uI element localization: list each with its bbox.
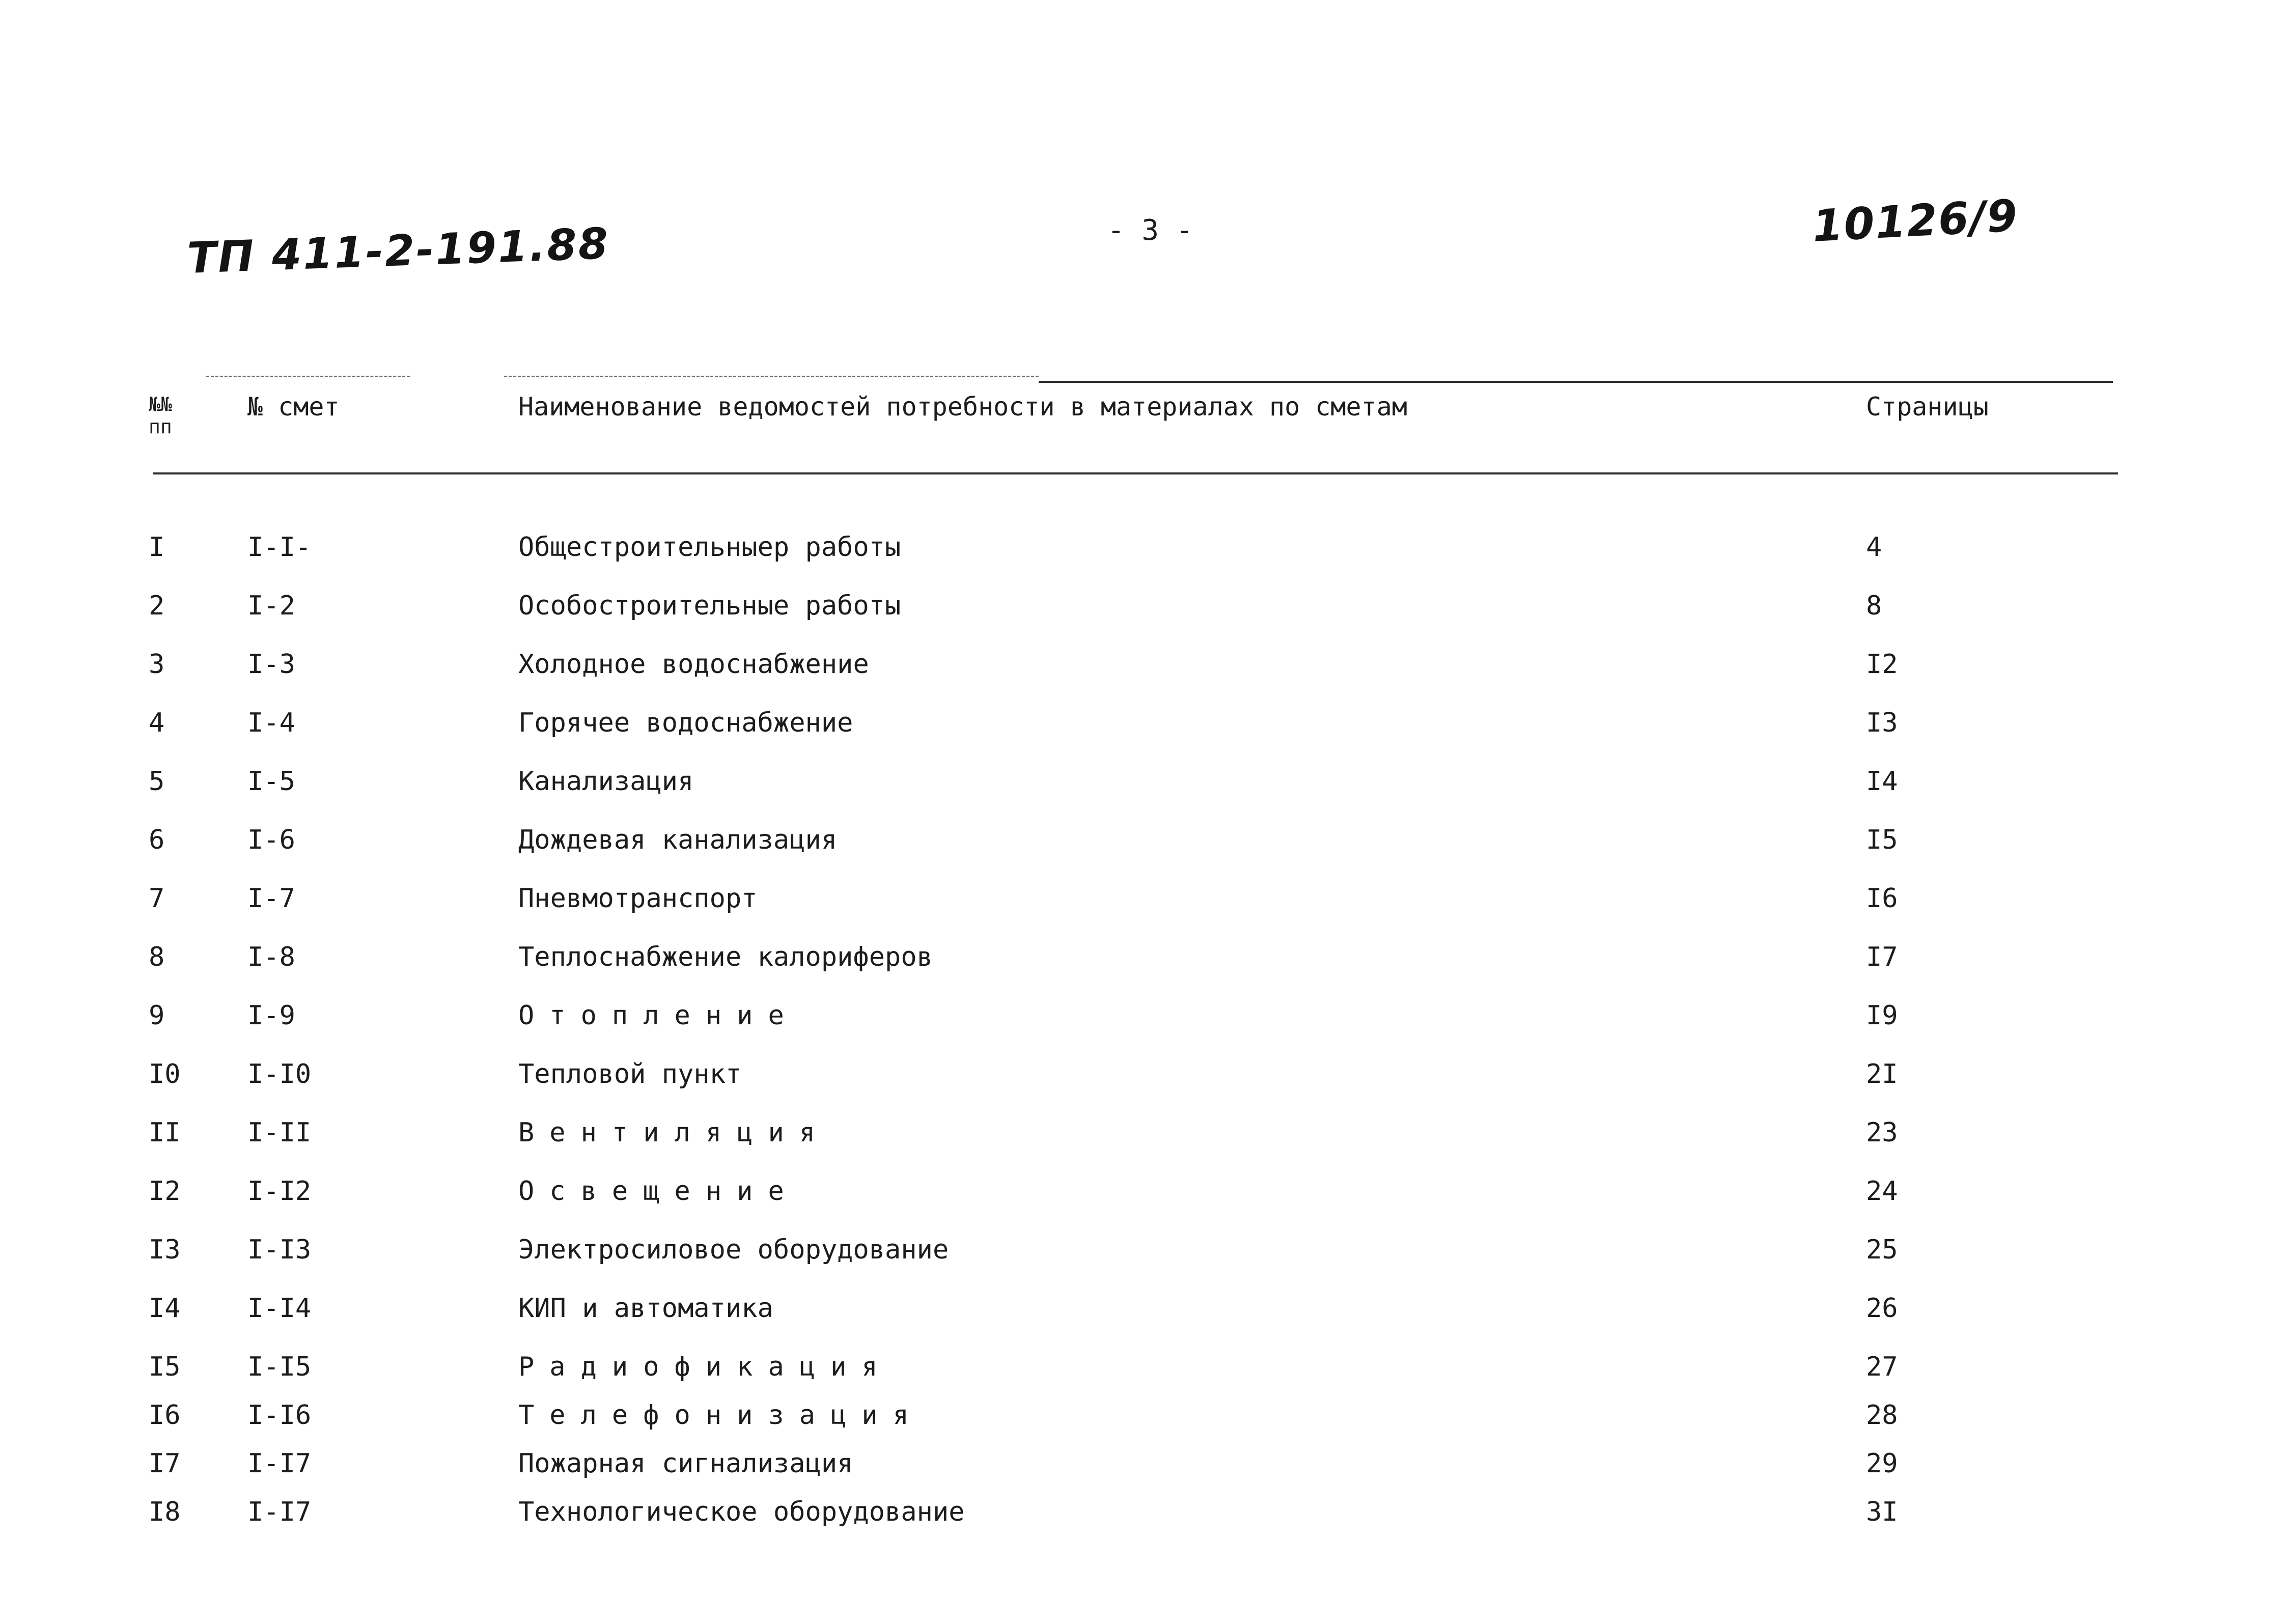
table-row <box>0 1000 2285 1046</box>
table-row <box>0 942 2285 988</box>
estimate-code: I-I- <box>247 532 312 563</box>
estimate-code: I-7 <box>247 883 295 914</box>
page-ref: 27 <box>1866 1352 1898 1382</box>
statement-name: Освещение <box>518 1176 799 1207</box>
table-row <box>0 883 2285 929</box>
table-row <box>0 1400 2285 1446</box>
table-row <box>0 649 2285 695</box>
row-number: I7 <box>149 1448 181 1479</box>
statement-name: Теплоснабжение калориферов <box>518 942 933 972</box>
estimate-code: I-I2 <box>247 1176 312 1207</box>
row-number: I8 <box>149 1497 181 1527</box>
page-ref: 25 <box>1866 1235 1898 1265</box>
row-number: 4 <box>149 708 165 738</box>
table-row <box>0 1059 2285 1105</box>
inventory-number: 10126/9 <box>1811 190 2020 252</box>
row-number: 6 <box>149 825 165 855</box>
page-ref: I3 <box>1866 708 1898 738</box>
document-code: ТП 411-2-191.88 <box>186 218 610 283</box>
row-number: I4 <box>149 1293 181 1324</box>
page-number: - 3 - <box>1107 214 1193 247</box>
row-number: I5 <box>149 1352 181 1382</box>
row-number: 2 <box>149 591 165 621</box>
statement-name: Канализация <box>518 766 694 797</box>
statement-name: Радиофикация <box>518 1352 893 1382</box>
table-row <box>0 1352 2285 1397</box>
statement-name: Общестроительныер работы <box>518 532 901 563</box>
estimate-code: I-2 <box>247 591 295 621</box>
statement-name: КИП и автоматика <box>518 1293 773 1324</box>
header-top-rule-short-b <box>504 376 1039 377</box>
statement-name: Отопление <box>518 1000 799 1031</box>
row-number: I2 <box>149 1176 181 1207</box>
row-number: II <box>149 1117 181 1148</box>
row-number: 5 <box>149 766 165 797</box>
statement-name: Пневмотранспорт <box>518 883 758 914</box>
column-header-code: № смет <box>247 392 340 422</box>
table-row <box>0 1448 2285 1494</box>
estimate-code: I-9 <box>247 1000 295 1031</box>
page-ref: 29 <box>1866 1448 1898 1479</box>
row-number: I <box>149 532 165 563</box>
table-row <box>0 532 2285 578</box>
estimate-code: I-I5 <box>247 1352 312 1382</box>
page-ref: I5 <box>1866 825 1898 855</box>
row-number: 8 <box>149 942 165 972</box>
table-row <box>0 708 2285 753</box>
table-row <box>0 1497 2285 1543</box>
header-top-rule-short-a <box>206 376 410 377</box>
row-number: 9 <box>149 1000 165 1031</box>
statement-name: Особостроительные работы <box>518 591 901 621</box>
estimate-code: I-4 <box>247 708 295 738</box>
header-bottom-rule <box>153 472 2118 474</box>
table-row <box>0 1293 2285 1339</box>
statement-name: Электросиловое оборудование <box>518 1235 949 1265</box>
statement-name: Тепловой пункт <box>518 1059 742 1089</box>
table-row <box>0 1176 2285 1222</box>
table-row <box>0 766 2285 812</box>
page-ref: 26 <box>1866 1293 1898 1324</box>
column-header-name: Наименование ведомостей потребности в материалах по сметам <box>518 392 1407 422</box>
row-number: I3 <box>149 1235 181 1265</box>
estimate-code: I-I0 <box>247 1059 312 1089</box>
estimate-code: I-I4 <box>247 1293 312 1324</box>
row-number: I6 <box>149 1400 181 1431</box>
page-ref: 8 <box>1866 591 1882 621</box>
column-header-num: №№ пп <box>149 393 172 438</box>
estimate-code: I-I7 <box>247 1497 312 1527</box>
statement-name: Дождевая канализация <box>518 825 838 855</box>
estimate-code: I-6 <box>247 825 295 855</box>
table-row <box>0 591 2285 636</box>
statement-name: Технологическое оборудование <box>518 1497 965 1527</box>
estimate-code: I-I7 <box>247 1448 312 1479</box>
page-ref: 2I <box>1866 1059 1898 1089</box>
statement-name: Холодное водоснабжение <box>518 649 869 680</box>
header-top-rule <box>1039 381 2113 383</box>
page-ref: 24 <box>1866 1176 1898 1207</box>
row-number: I0 <box>149 1059 181 1089</box>
page-ref: 3I <box>1866 1497 1898 1527</box>
page-ref: I2 <box>1866 649 1898 680</box>
table-row <box>0 1235 2285 1280</box>
row-number: 7 <box>149 883 165 914</box>
page-ref: I6 <box>1866 883 1898 914</box>
estimate-code: I-3 <box>247 649 295 680</box>
table-row <box>0 825 2285 871</box>
estimate-code: I-II <box>247 1117 312 1148</box>
page-ref: I9 <box>1866 1000 1898 1031</box>
estimate-code: I-5 <box>247 766 295 797</box>
statement-name: Пожарная сигнализация <box>518 1448 853 1479</box>
statement-name: Горячее водоснабжение <box>518 708 853 738</box>
column-header-pages: Страницы <box>1866 392 1989 422</box>
estimate-code: I-I3 <box>247 1235 312 1265</box>
estimate-code: I-8 <box>247 942 295 972</box>
statement-name: Телефонизация <box>518 1400 924 1431</box>
row-number: 3 <box>149 649 165 680</box>
page-ref: I7 <box>1866 942 1898 972</box>
page-ref: I4 <box>1866 766 1898 797</box>
page-ref: 28 <box>1866 1400 1898 1431</box>
statement-name: Вентиляция <box>518 1117 831 1148</box>
page-ref: 23 <box>1866 1117 1898 1148</box>
table-row <box>0 1117 2285 1163</box>
page-ref: 4 <box>1866 532 1882 563</box>
estimate-code: I-I6 <box>247 1400 312 1431</box>
